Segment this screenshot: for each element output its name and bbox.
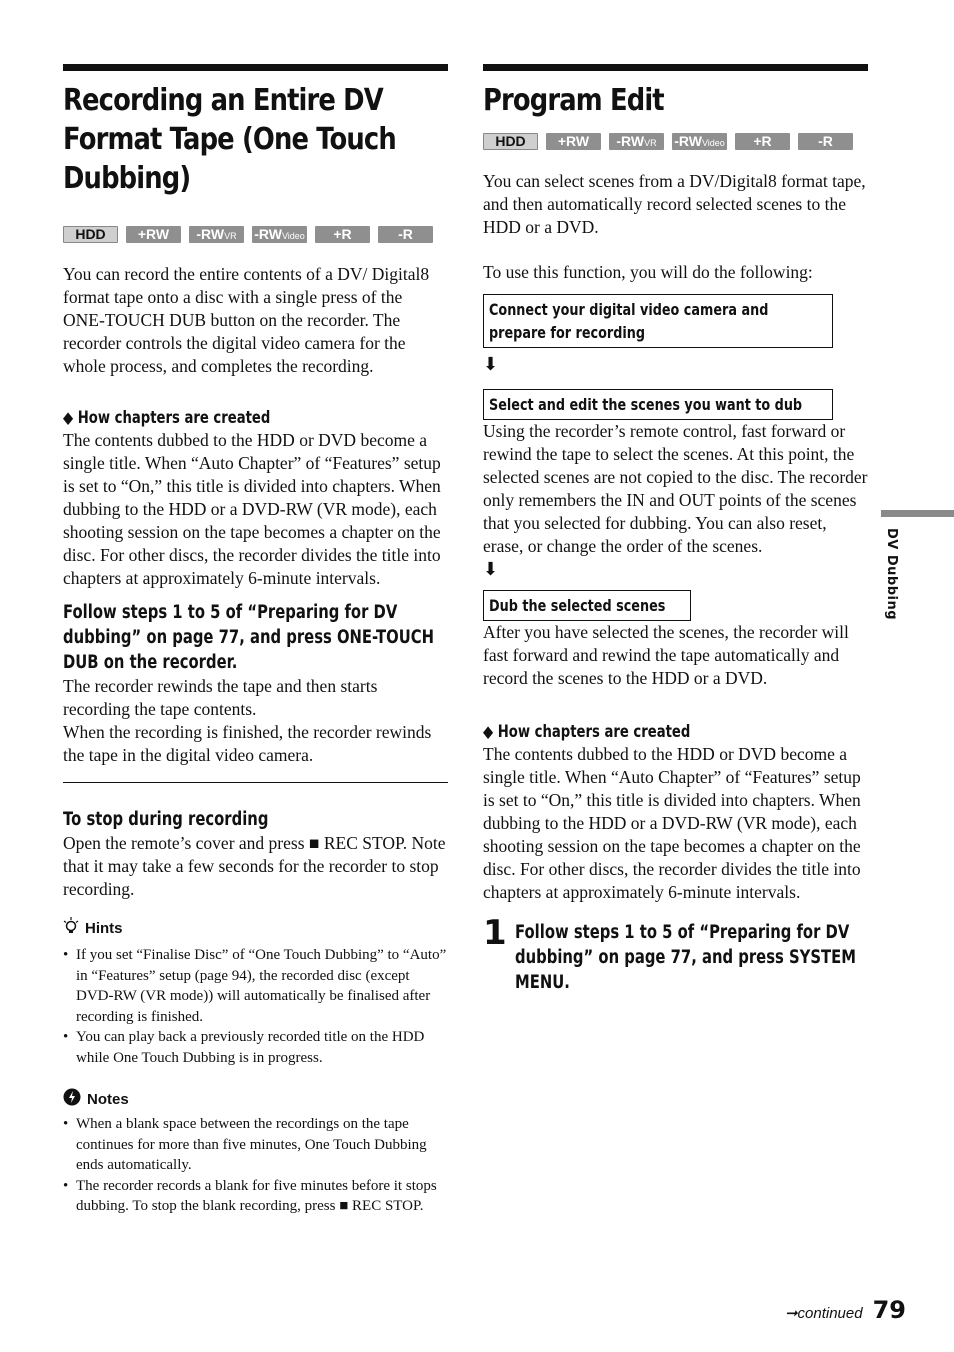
title-rule bbox=[63, 64, 448, 71]
down-arrow-icon: ⬇ bbox=[483, 559, 499, 579]
badge-plus-r: +R bbox=[315, 226, 370, 243]
dub-text: After you have selected the scenes, the recorder will fast forward and rewind the tape automatically and record the scenes to the HDD or a DVD. bbox=[483, 622, 849, 688]
stop-text: Open the remote’s cover and press ■ REC STOP. Note that it may take a few seconds for the recorder to stop recording. bbox=[63, 833, 446, 899]
chapters-text: The contents dubbed to the HDD or DVD become a single title. When “Auto Chapter” of “Features” setup is set to “On,” this title is divided into chapters. When dubbing to the HDD or a DVD-RW (VR mode), each shooting session on the tape becomes a chapter on the disc. For other discs, the recorder divides the title into chapters at approximately 6-minute intervals. bbox=[63, 430, 441, 588]
notes-heading: Notes bbox=[63, 1088, 448, 1110]
chapters-text: The contents dubbed to the HDD or DVD become a single title. When “Auto Chapter” of “Features” setup is set to “On,” this title is divided into chapters. When dubbing to the HDD or a DVD-RW (VR mode), each shooting session on the tape becomes a chapter on the disc. For other discs, the recorder divides the title into chapters at approximately 6-minute intervals. bbox=[483, 744, 861, 902]
side-tab bbox=[881, 510, 954, 517]
follow-steps-text: The recorder rewinds the tape and then starts recording the tape contents. bbox=[63, 676, 378, 719]
page-footer bbox=[785, 1296, 906, 1324]
note-item: • The recorder records a blank for five minutes before it stops dubbing. To stop the blank recording, press ■ REC STOP. bbox=[63, 1177, 437, 1214]
continued-label: ➞continued bbox=[784, 1305, 863, 1322]
step-box-select: Select and edit the scenes you want to dub bbox=[483, 389, 833, 420]
title-rule bbox=[483, 64, 868, 71]
badge-rw-vr: -RWVR bbox=[609, 133, 664, 150]
follow-steps-heading: Follow steps 1 to 5 of “Preparing for DV dubbing” on page 77, and press ONE-TOUCH DUB on the recorder. bbox=[63, 602, 434, 673]
intro-text: You can record the entire contents of a DV/ Digital8 format tape onto a disc with a single press of the ONE-TOUCH DUB button on the recorder. The recorder controls the digital video camera for the whole process, and completes the recording. bbox=[63, 264, 430, 376]
step-text: Follow steps 1 to 5 of “Preparing for DV dubbing” on page 77, and press SYSTEM MENU. bbox=[515, 922, 856, 993]
hint-item: • If you set “Finalise Disc” of “One Touch Dubbing” to “Auto” in “Features” setup (page 94), the recorded disc (except DVD-RW (VR mode)) will automatically be finalised after recording is finished. bbox=[63, 947, 447, 1025]
badge-hdd: HDD bbox=[483, 133, 538, 150]
hint-item: • You can play back a previously recorded title on the HDD while One Touch Dubbing is in progress. bbox=[63, 1029, 425, 1066]
disc-badges bbox=[483, 133, 868, 150]
badge-plus-r: +R bbox=[735, 133, 790, 150]
note-item: • When a blank space between the recordings on the tape continues for more than five minutes, One Touch Dubbing ends automatically. bbox=[63, 1116, 427, 1173]
chapters-heading: ◆ How chapters are created bbox=[63, 408, 271, 427]
down-arrow-icon: ⬇ bbox=[483, 354, 499, 374]
section-title: Program Edit bbox=[483, 83, 664, 118]
page-title: Recording an Entire DV Format Tape (One Touch Dubbing) bbox=[63, 83, 396, 196]
hints-heading: Hints bbox=[63, 917, 448, 939]
page-number: 79 bbox=[872, 1296, 906, 1324]
right-arrow-icon: ➞ bbox=[784, 1305, 798, 1322]
disc-badges bbox=[63, 226, 448, 243]
chapters-heading: ◆ How chapters are created bbox=[483, 722, 691, 741]
section-divider bbox=[63, 782, 448, 783]
step-1 bbox=[483, 913, 868, 995]
badge-rw-video: -RWVideo bbox=[252, 226, 307, 243]
to-use-text: To use this function, you will do the following: bbox=[483, 262, 813, 282]
lightbulb-icon bbox=[63, 917, 79, 939]
badge-rw-video: -RWVideo bbox=[672, 133, 727, 150]
step-number: 1 bbox=[483, 913, 507, 953]
stop-heading: To stop during recording bbox=[63, 809, 269, 830]
select-text: Using the recorder’s remote control, fast forward or rewind the tape to select the scenes. At this point, the selected scenes are not copied to the disc. The recorder only remembers the IN and OUT points of the scenes that you selected for dubbing. You can also reset, erase, or change the order of the scenes. bbox=[483, 421, 868, 556]
warning-icon bbox=[63, 1088, 81, 1110]
badge-plus-rw: +RW bbox=[126, 226, 181, 243]
side-label: DV Dubbing bbox=[884, 528, 899, 621]
left-column bbox=[63, 64, 448, 1217]
intro-text: You can select scenes from a DV/Digital8 format tape, and then automatically record selected scenes to the HDD or a DVD. bbox=[483, 171, 866, 237]
step-box-dub: Dub the selected scenes bbox=[483, 590, 691, 621]
badge-minus-r: -R bbox=[378, 226, 433, 243]
badge-minus-r: -R bbox=[798, 133, 853, 150]
right-column bbox=[483, 64, 868, 995]
badge-plus-rw: +RW bbox=[546, 133, 601, 150]
badge-rw-vr: -RWVR bbox=[189, 226, 244, 243]
badge-hdd: HDD bbox=[63, 226, 118, 243]
follow-steps-text-2: When the recording is finished, the recorder rewinds the tape in the digital video camera. bbox=[63, 722, 432, 765]
step-box-connect: Connect your digital video camera and prepare for recording bbox=[483, 294, 833, 348]
